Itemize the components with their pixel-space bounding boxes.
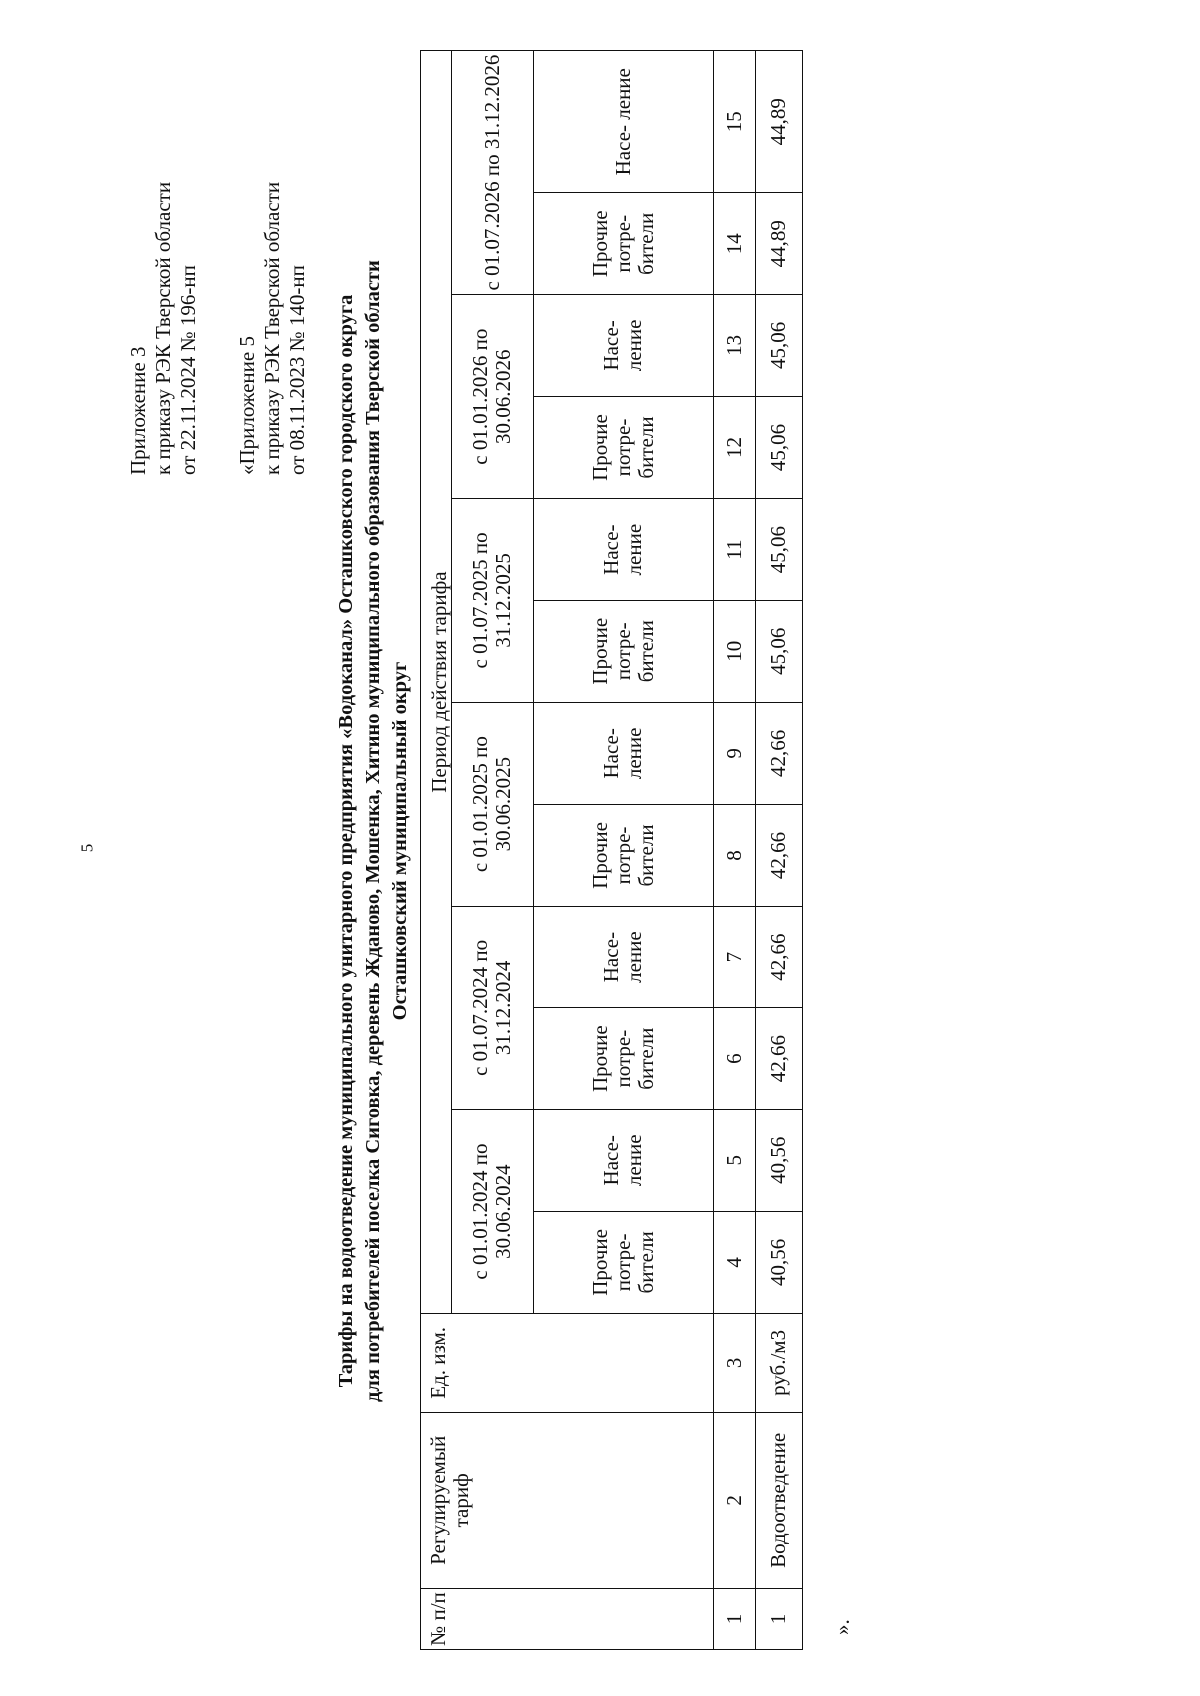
header-tariff: Регулируемый тариф: [421, 1412, 714, 1588]
consumer-other: Прочие потре- бители: [533, 805, 713, 907]
column-number: 4: [713, 1211, 755, 1314]
row-num: 1: [755, 1589, 802, 1650]
period-cell: с 01.07.2024 по 31.12.2024: [451, 906, 533, 1109]
header-period: Период действия тарифа: [421, 51, 452, 1314]
column-number: 5: [713, 1109, 755, 1211]
consumer-population: Насе- ление: [533, 51, 713, 193]
appendix-line: от 08.11.2023 № 140-нп: [285, 265, 309, 475]
appendix-current: [126, 182, 201, 475]
column-number: 10: [713, 600, 755, 702]
period-cell: с 01.01.2024 по 30.06.2024: [451, 1109, 533, 1313]
consumer-population: Насе- ление: [533, 295, 713, 397]
consumer-population: Насе- ление: [533, 702, 713, 805]
column-number: 1: [713, 1589, 755, 1650]
closing-quote: ».: [830, 1619, 854, 1635]
consumer-other: Прочие потре- бители: [533, 600, 713, 702]
appendix-line: к приказу РЭК Тверской области: [151, 181, 175, 475]
appendix-previous: [235, 182, 310, 475]
tariff-value: 44,89: [755, 193, 802, 295]
title-line: Тарифы на водоотведение муниципального унитарного предприятия «Водоканал» Осташковского городского округа: [335, 294, 357, 1388]
column-number: 3: [713, 1314, 755, 1412]
consumer-other: Прочие потре- бители: [533, 1211, 713, 1314]
page-number: 5: [77, 843, 97, 853]
row-unit: руб./м3: [755, 1314, 802, 1412]
tariff-value: 42,66: [755, 1008, 802, 1110]
column-number-row: [713, 51, 755, 1650]
title-line: для потребителей поселка Сиговка, деревень Жданово, Мошенка, Хитино муниципального образования Тверской области: [362, 260, 384, 1402]
tariff-table: [420, 50, 803, 1650]
tariff-value: 45,06: [755, 295, 802, 397]
tariff-value: 42,66: [755, 805, 802, 907]
period-cell: с 01.07.2026 по 31.12.2026: [451, 51, 533, 295]
title-line: Осташковский муниципальный округ: [389, 661, 411, 1021]
row-tariff: Водоотведение: [755, 1412, 802, 1588]
appendix-line: Приложение 3: [126, 346, 150, 475]
period-cell: с 01.01.2025 по 30.06.2025: [451, 702, 533, 906]
column-number: 2: [713, 1412, 755, 1588]
consumer-population: Насе- ление: [533, 906, 713, 1008]
column-number: 8: [713, 805, 755, 907]
appendix-line: «Приложение 5: [235, 336, 259, 475]
consumer-population: Насе- ление: [533, 499, 713, 601]
tariff-value: 42,66: [755, 702, 802, 805]
appendix-line: к приказу РЭК Тверской области: [260, 181, 284, 475]
consumer-other: Прочие потре- бители: [533, 1008, 713, 1110]
header-row-period: [421, 51, 452, 1650]
consumer-other: Прочие потре- бители: [533, 396, 713, 499]
tariff-value: 45,06: [755, 499, 802, 601]
column-number: 14: [713, 193, 755, 295]
period-cell: с 01.07.2025 по 31.12.2025: [451, 499, 533, 702]
column-number: 7: [713, 906, 755, 1008]
tariff-value: 40,56: [755, 1109, 802, 1211]
tariff-value: 40,56: [755, 1211, 802, 1314]
column-number: 9: [713, 702, 755, 805]
appendix-line: от 22.11.2024 № 196-нп: [176, 265, 200, 475]
column-number: 11: [713, 499, 755, 601]
table-row: [755, 51, 802, 1650]
tariff-value: 44,89: [755, 51, 802, 193]
consumer-other: Прочие потре- бители: [533, 193, 713, 295]
tariff-value: 45,06: [755, 396, 802, 499]
tariff-value: 42,66: [755, 906, 802, 1008]
tariff-value: 45,06: [755, 600, 802, 702]
column-number: 6: [713, 1008, 755, 1110]
header-num: № п/п: [421, 1589, 714, 1650]
header-unit: Ед. изм.: [421, 1314, 714, 1412]
consumer-population: Насе- ление: [533, 1109, 713, 1211]
column-number: 12: [713, 396, 755, 499]
column-number: 15: [713, 51, 755, 193]
period-cell: с 01.01.2026 по 30.06.2026: [451, 295, 533, 499]
rotated-content: [30, 50, 1100, 1650]
column-number: 13: [713, 295, 755, 397]
document-title: [333, 260, 414, 1402]
